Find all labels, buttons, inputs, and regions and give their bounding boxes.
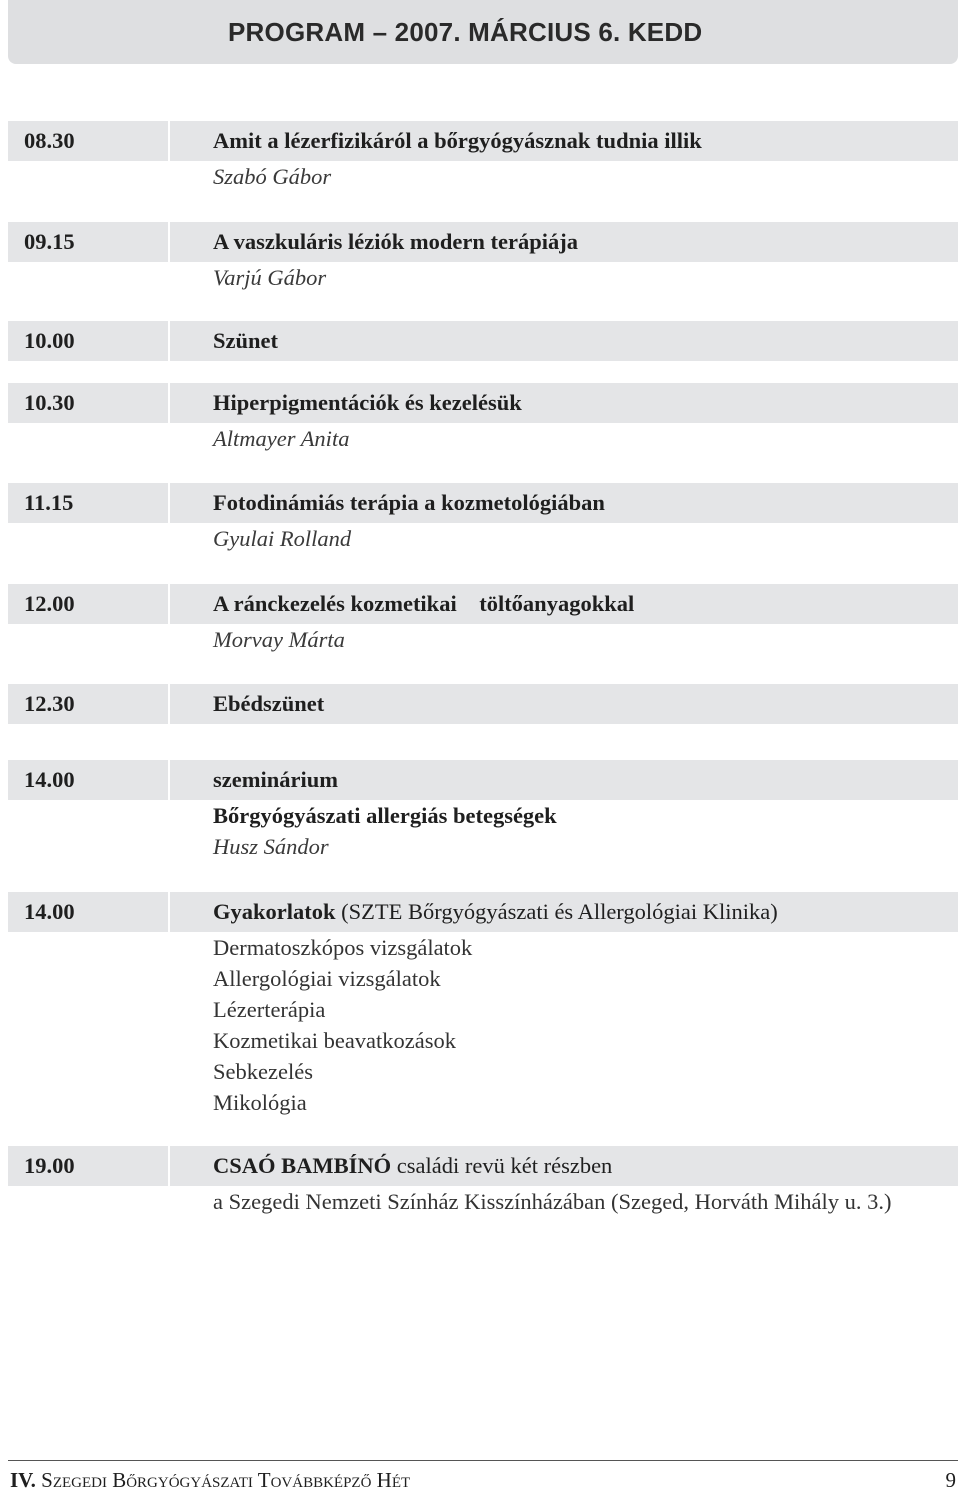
list-item: Kozmetikai beavatkozások [213,1028,457,1053]
venue-note: a Szegedi Nemzeti Színház Kisszínházában (Szeged, Horváth Mihály u. 3.) [213,1189,892,1214]
time: 11.15 [8,483,168,523]
session-title [170,892,958,932]
time: 10.00 [8,321,168,361]
time: 10.30 [8,383,168,423]
speaker: Morvay Márta [213,627,345,652]
page-header [8,0,958,64]
speaker: Husz Sándor [213,834,329,859]
session-title: Hiperpigmentációk és kezelésük [170,383,958,423]
time: 09.15 [8,222,168,262]
footer-divider [8,1460,958,1461]
session-title: A vaszkuláris léziók modern terápiája [170,222,958,262]
time: 12.30 [8,684,168,724]
seminar-subtitle: Bőrgyógyászati allergiás betegségek [213,803,557,828]
session-title: Ebédszünet [170,684,958,724]
program-item [8,684,958,724]
list-item: Lézerterápia [213,997,326,1022]
session-title: Fotodinámiás terápia a kozmetológiában [170,483,958,523]
session-title: A ránckezelés kozmetikai töltőanyagokkal [170,584,958,624]
program-item [8,321,958,361]
list-item: Mikológia [213,1090,307,1115]
program-item [8,483,958,554]
time: 12.00 [8,584,168,624]
session-title-rest: családi revü két részben [391,1153,613,1178]
program-item [8,222,958,293]
program-item [8,1146,958,1217]
time: 14.00 [8,892,168,932]
footer-edition: IV. [10,1468,42,1492]
session-title-rest: (SZTE Bőrgyógyászati és Allergológiai Klinika) [335,899,778,924]
session-title: Szünet [170,321,958,361]
list-item: Sebkezelés [213,1059,313,1084]
speaker: Gyulai Rolland [213,526,352,551]
time: 14.00 [8,760,168,800]
program-item [8,892,958,1118]
session-title: Amit a lézerfizikáról a bőrgyógyásznak tudnia illik [170,121,958,161]
list-item: Dermatoszkópos vizsgálatok [213,935,473,960]
page-number: 9 [945,1468,956,1492]
speaker: Varjú Gábor [213,265,327,290]
session-title-bold: Gyakorlatok [213,899,336,924]
page-footer [10,1468,956,1493]
session-title: szeminárium [170,760,958,800]
session-title-bold: CSAÓ BAMBÍNÓ [213,1153,392,1178]
session-title [170,1146,958,1186]
time: 19.00 [8,1146,168,1186]
list-item: Allergológiai vizsgálatok [213,966,441,991]
footer-event-title: Szegedi Bőrgyógyászati Továbbképző Hét [41,1468,411,1492]
time: 08.30 [8,121,168,161]
program-item [8,760,958,862]
program-item [8,121,958,192]
page-title: PROGRAM – 2007. MÁRCIUS 6. KEDD [228,16,703,47]
speaker: Altmayer Anita [213,426,350,451]
program-item [8,584,958,655]
program-item [8,383,958,454]
speaker: Szabó Gábor [213,164,332,189]
footer-event-name [10,1468,410,1493]
